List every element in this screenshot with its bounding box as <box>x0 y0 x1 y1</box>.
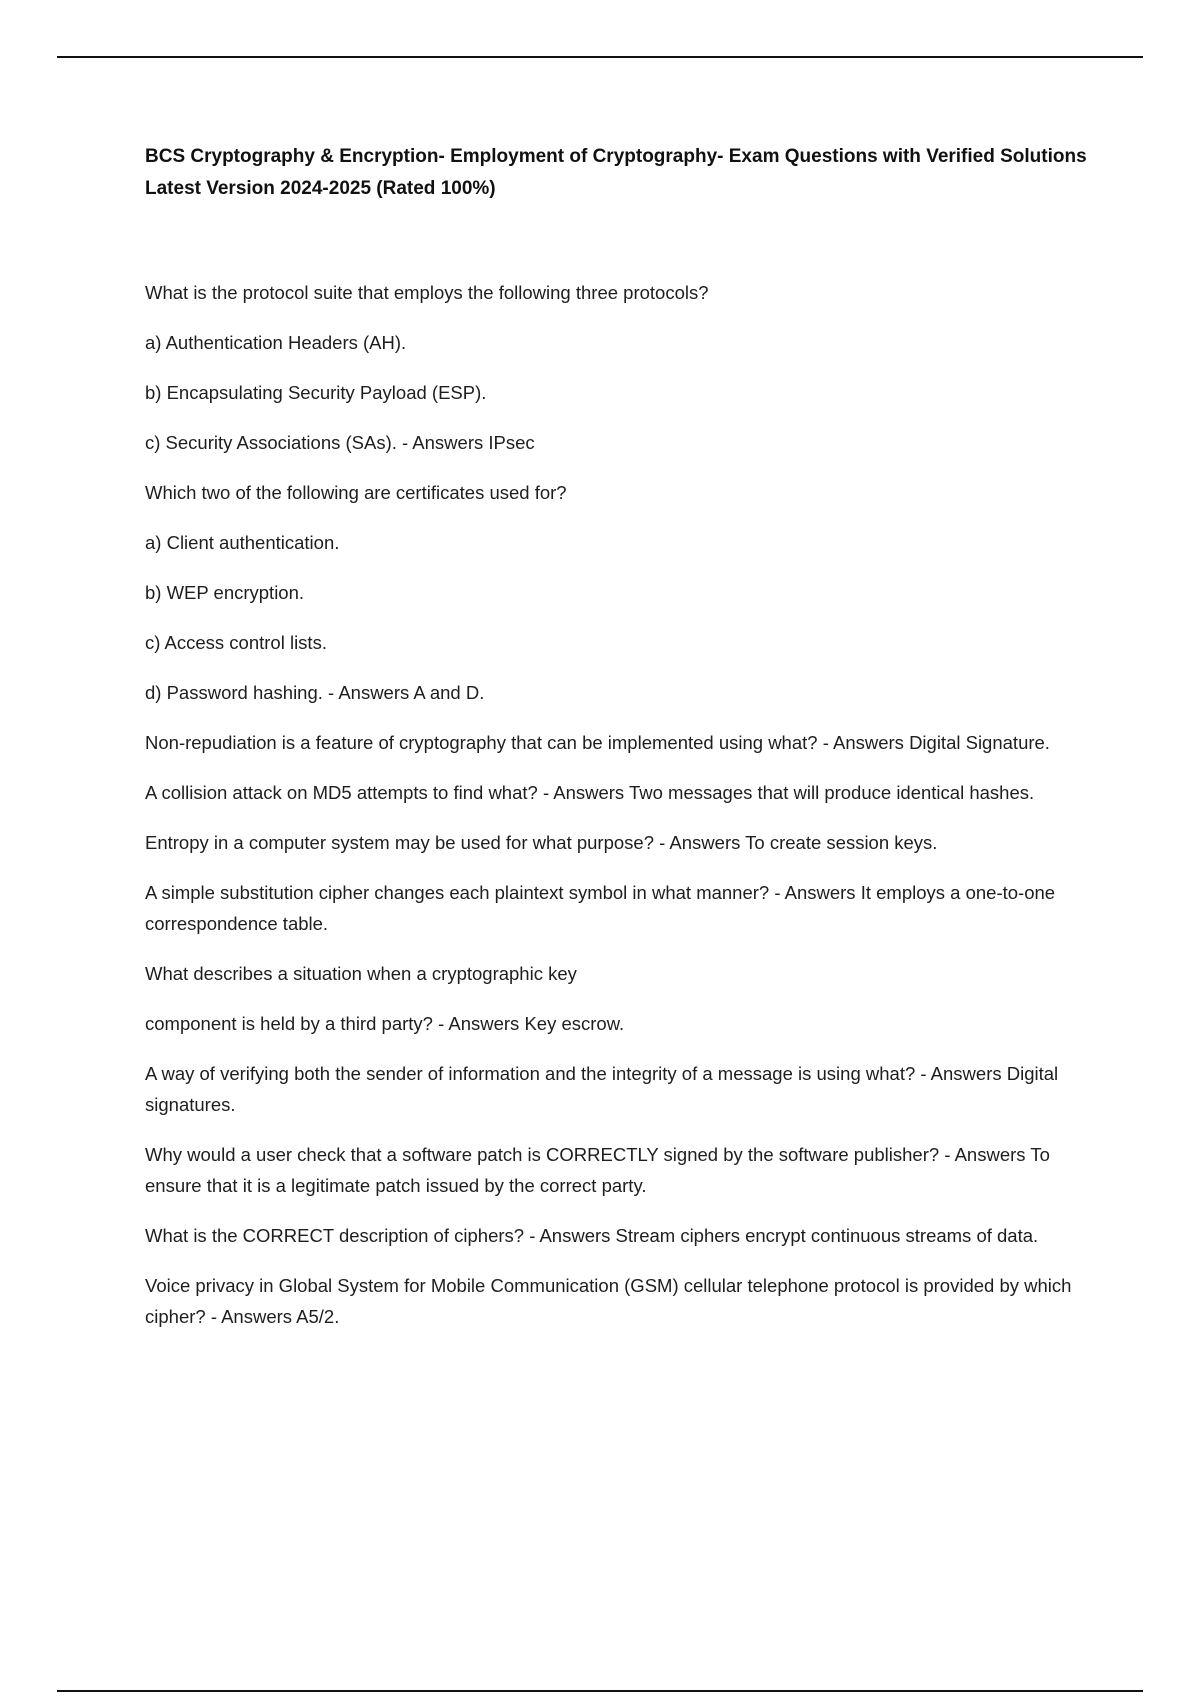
question-answer-line: A simple substitution cipher changes each plaintext symbol in what manner? - Answers It employs a one-to-one correspondence table. <box>145 882 1056 934</box>
option-line: a) Authentication Headers (AH). <box>145 332 407 353</box>
question-line: What is the protocol suite that employs the following three protocols? <box>145 282 709 303</box>
option-answer-line: c) Security Associations (SAs). - Answers IPsec <box>145 432 535 453</box>
option-line: b) Encapsulating Security Payload (ESP). <box>145 382 487 403</box>
question-answer-line: Voice privacy in Global System for Mobile Communication (GSM) cellular telephone protocol is provided by which cipher? - Answers A5/2. <box>145 1275 1072 1327</box>
question-answer-line: Entropy in a computer system may be used for what purpose? - Answers To create session keys. <box>145 832 938 853</box>
document-page <box>145 141 1090 1351</box>
question-list <box>145 277 1090 1332</box>
document-title: BCS Cryptography & Encryption- Employment of Cryptography- Exam Questions with Verified Solutions Latest Version 2024-2025 (Rated 100%) <box>145 146 1087 199</box>
question-answer-line: A way of verifying both the sender of information and the integrity of a message is using what? - Answers Digital signatures. <box>145 1063 1059 1115</box>
option-line: c) Access control lists. <box>145 632 327 653</box>
question-answer-line: Non-repudiation is a feature of cryptography that can be implemented using what? - Answers Digital Signature. <box>145 732 1050 753</box>
question-answer-line: Why would a user check that a software patch is CORRECTLY signed by the software publisher? - Answers To ensure that it is a legitimate patch issued by the correct party. <box>145 1144 1050 1196</box>
question-line: What describes a situation when a cryptographic key <box>145 963 577 984</box>
question-line: Which two of the following are certificates used for? <box>145 482 567 503</box>
option-line: a) Client authentication. <box>145 532 340 553</box>
option-line: b) WEP encryption. <box>145 582 305 603</box>
question-answer-line: What is the CORRECT description of ciphers? - Answers Stream ciphers encrypt continuous streams of data. <box>145 1225 1039 1246</box>
option-answer-line: d) Password hashing. - Answers A and D. <box>145 682 485 703</box>
question-answer-line: component is held by a third party? - Answers Key escrow. <box>145 1013 625 1034</box>
top-divider <box>57 56 1143 58</box>
question-answer-line: A collision attack on MD5 attempts to find what? - Answers Two messages that will produce identical hashes. <box>145 782 1035 803</box>
bottom-divider <box>57 1690 1143 1692</box>
